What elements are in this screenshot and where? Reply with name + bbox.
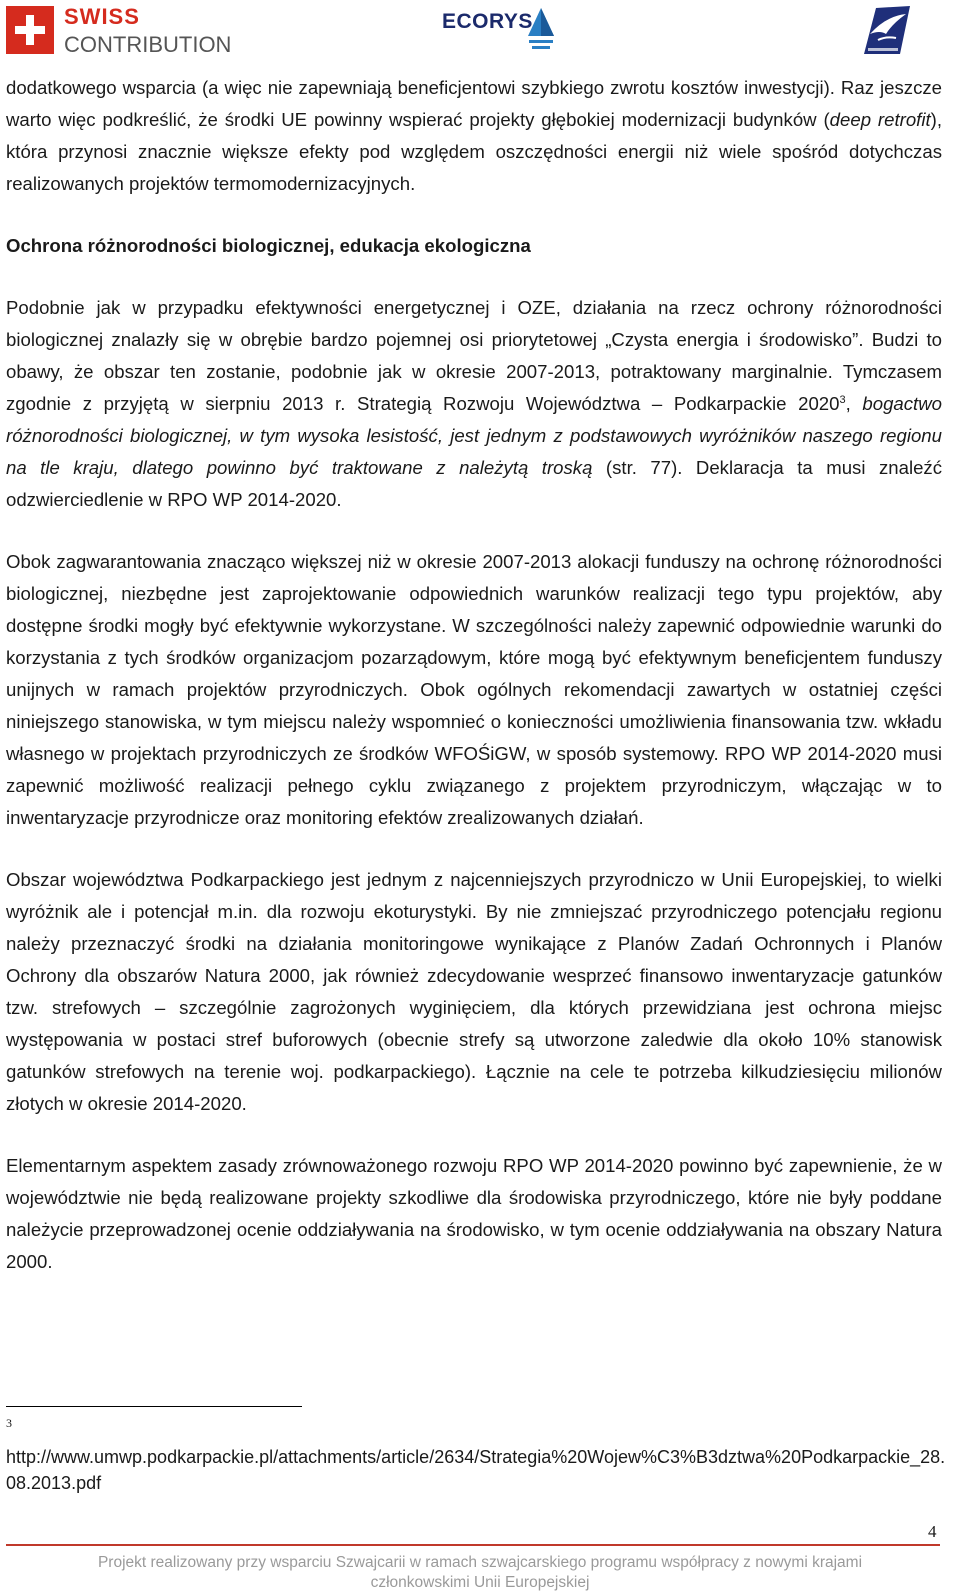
ecorys-pyramid-icon [526, 6, 556, 56]
swiss-flag-icon [6, 6, 54, 54]
footnote-reference[interactable]: 3 [839, 394, 846, 406]
paragraph-2-separator: , [845, 393, 863, 414]
paragraph-2-italic: bogactwo różnorodności biologicznej, w tym wysoka lesistość, jest jednym z podstawowych wyróżników naszego regionu na tle kraju, dlatego powinno być traktowane z należytą troską [6, 393, 942, 478]
footer-divider [6, 1544, 940, 1546]
paragraph-3: Obok zagwarantowania znacząco większej niż w okresie 2007-2013 alokacji funduszy na ochronę różnorodności biologicznej, niezbędne jest zaprojektowanie odpowiednich warunków realizacji tego typu projektów, aby dostępne środki mogły być efektywnie wykorzystane. W szczególności należy zapewnić odpowiednie warunki do korzystania z tych środków organizacjom pozarządowym, które mogą być efektywnym beneficjentem funduszy unijnych w ramach projektów przyrodniczych. Obok ogólnych rekomendacji zawartych w ostatniej części niniejszego stanowiska, w tym miejscu należy wspomnieć o konieczności umożliwienia finansowania tzw. wkładu własnego w projektach przyrodniczych ze środków WFOŚiGW, w sposób systemowy. RPO WP 2014-2020 musi zapewnić możliwość realizacji pełnego cyklu związanego z projektem przyrodniczym, włączając w to inwentaryzacje przyrodnicze oraz monitoring efektów zrealizowanych działań. [6, 551, 942, 828]
ecorys-logo [442, 6, 582, 56]
paragraph-5: Elementarnym aspektem zasady zrównoważonego rozwoju RPO WP 2014-2020 powinno być zapewnienie, że w województwie nie będą realizowane projekty szkodliwe dla środowiska przyrodniczego, które nie były poddane należycie przeprowadzonej ocenie oddziaływania na środowisko, w tym ocenie oddziaływania na obszary Natura 2000. [6, 1155, 942, 1272]
paragraph-1-end: ), która przynosi znacznie większe efekty pod względem oszczędności energii niż wiele spośród dotychczas realizowanych projektów termomodernizacyjnych. [6, 109, 942, 194]
paragraph-4: Obszar województwa Podkarpackiego jest jednym z najcenniejszych przyrodniczo w Unii Europejskiej, to wielki wyróżnik ale i potencjał m.in. dla rozwoju ekoturystyki. By nie zmniejszać przyrodniczego potencjału regionu należy przeznaczyć środki na działania monitoringowe wynikające z Planów Zadań Ochronnych i Planów Ochrony dla obszarów Natura 2000, jak również zdecydowanie wesprzeć finansowo inwentaryzacje gatunków tzw. strefowych – szczególnie zagrożonych wyginięciem, dla których przewidziana jest ochrona miejsc występowania w postaci stref buforowych (obecnie strefy są utworzone zaledwie dla około 10% stanowisk gatunków strefowych na terenie woj. podkarpackiego). Łącznie na cele te potrzeba kilkudziesięciu milionów złotych w okresie 2014-2020. [6, 869, 942, 1114]
eagle-logo-icon [856, 4, 914, 58]
footer-line-2: członkowskimi Unii Europejskiej [370, 1574, 590, 1591]
paragraph-1-italic: deep retrofit [829, 109, 931, 130]
swiss-logo-line2: CONTRIBUTION [64, 32, 232, 57]
paragraph-1-text: dodatkowego wsparcia (a więc nie zapewniają beneficjentowi szybkiego zwrotu kosztów inwestycji). Raz jeszcze warto więc podkreślić, że środki UE powinny wspierać projekty głębokiej modernizacji budynków ( [6, 77, 942, 130]
paragraph-2-end: (str. 77). Deklaracja ta musi znaleźć odzwierciedlenie w RPO WP 2014-2020. [6, 457, 943, 510]
page-content [6, 72, 942, 1278]
paragraph-2-text: Podobnie jak w przypadku efektywności energetycznej i OZE, działania na rzecz ochrony różnorodności biologicznej znalazły się w obrębie bardzo pojemnej osi priorytetowej „Czysta energia i środowisko”. Budzi to obawy, że obszar ten zostanie, podobnie jak w okresie 2007-2013, potraktowany marginalnie. Tymczasem zgodnie z przyjętą w sierpniu 2013 r. Strategią Rozwoju Województwa – Podkarpackie 2020 [6, 297, 942, 414]
paragraph-1 [6, 72, 942, 200]
page-header [0, 0, 960, 70]
footnote-divider [6, 1406, 302, 1407]
paragraph-2 [6, 292, 942, 516]
swiss-contribution-logo [6, 6, 246, 58]
footnote-link[interactable]: http://www.umwp.podkarpackie.pl/attachments/article/2634/Strategia%20Wojew%C3%B3dztwa%20Podkarpackie_28.08.2013.pdf [6, 1447, 946, 1493]
section-heading: Ochrona różnorodności biologicznej, edukacja ekologiczna [6, 235, 531, 256]
page-number: 4 [928, 1522, 937, 1541]
swiss-logo-line1: SWISS [64, 4, 140, 29]
footer-line-1: Projekt realizowany przy wsparciu Szwajcarii w ramach szwajcarskiego programu współpracy z nowymi krajami [97, 1554, 863, 1571]
footnote-number: 3 [6, 1416, 12, 1430]
page-footer [0, 1553, 960, 1593]
ecorys-logo-text: ECORYS [442, 10, 533, 33]
